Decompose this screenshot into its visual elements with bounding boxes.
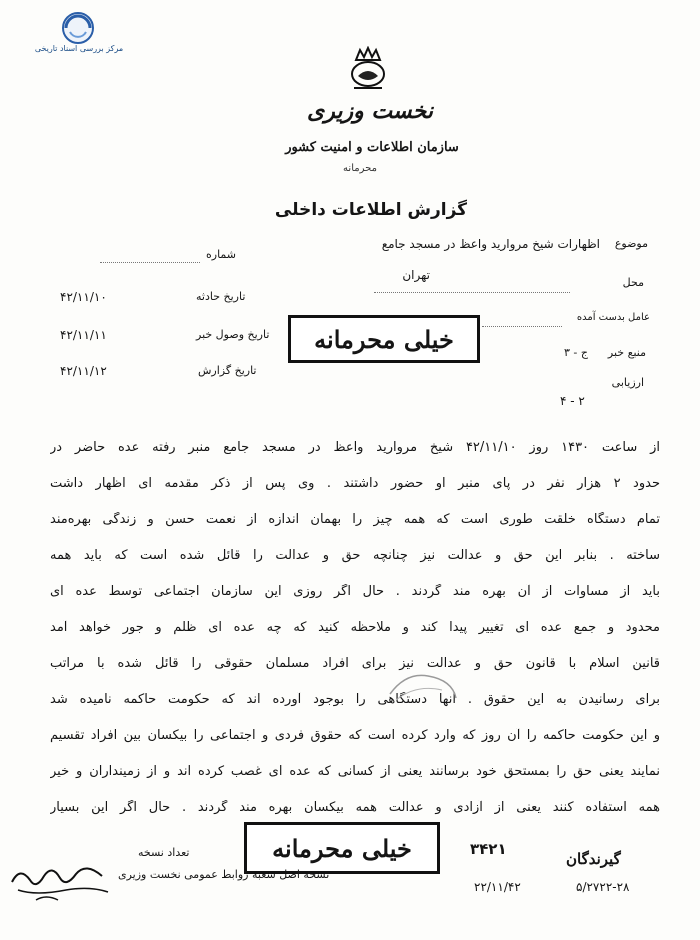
location-label: محل (622, 276, 644, 289)
body-line: برای رسانیدن به این حقوق . آنها دستگاهی را بوجود آورده اند که حکومت حاکمه نامیده شد (50, 692, 660, 707)
body-line: قانین اسلام با قانون حق و عدالت نیز برای افراد مسلمان حقوقی را قائل شده با مراتب (50, 656, 660, 671)
copies-label: تعداد نسخه (138, 846, 190, 859)
body-line: تمام دستگاه خلقت طوری است که همه چیز را بهمان اندازه از نعمت حسن و زندگی بهره‌مند (50, 512, 660, 527)
lion-and-sun-emblem-icon (344, 46, 392, 92)
number-line (100, 262, 200, 263)
paper-crease-mark (386, 664, 460, 710)
location-value: تهران (402, 268, 430, 282)
subject-value: اظهارات شیخ مروارید واعظ در مسجد جامع (381, 237, 600, 251)
bottom-top-secret-stamp: خیلی محرمانه (244, 822, 440, 874)
handwritten-signature (6, 856, 116, 906)
body-line: باید از مساوات از آن بهره مند گردند . حال اگر روزی این سازمان اجتماعی توسط عده ای (50, 584, 660, 599)
body-line: نمایند یعنی حق را بمستحق خود برسانند یعنی از کسانی که عده ای غصب کرده اند و از زمینداران و خیر (50, 764, 660, 779)
body-line: از ساعت ۱۴۳۰ روز ۴۲/۱۱/۱۰ شیخ مروارید واعظ در مسجد جامع منبر رفته عده حاضر در (50, 440, 660, 455)
body-line: همه استفاده کنند یعنی از آزادی و عدالت همه بیکسان بهره مند گردند . حال اگر این بسیار (50, 800, 660, 815)
letterhead-subtitle: سازمان اطلاعات و امنیت کشور (285, 140, 459, 155)
number-label: شماره (206, 248, 237, 261)
subject-label: موضوع (614, 237, 648, 250)
report-title: گزارش اطلاعات داخلی (274, 200, 468, 220)
reference-number: ۵/۲۷۲۲-۲۸ (576, 880, 630, 894)
source-value: ج - ۳ (564, 346, 588, 359)
body-line: محدود و جمع عده ای تغییر پیدا کند و ملاحظه کنید که چه عده ای ظلم و جور خواهد آمد (50, 620, 660, 635)
recipients-label: گیرندگان (566, 850, 621, 868)
received-date-label: تاریخ وصول خبر (196, 328, 270, 341)
body-line: ساخته . بنابر این حق و عدالت نیز چنانچه حق و عدالت را قائل شده است که باید همه (50, 548, 660, 563)
archive-logo (14, 10, 146, 62)
incident-date-label: تاریخ حادثه (196, 290, 246, 303)
document-number: ۳۴۲۱ (470, 840, 507, 858)
report-date-label: تاریخ گزارش (198, 364, 257, 377)
evaluation-label: ارزیابی (611, 376, 644, 389)
location-line (374, 292, 570, 293)
letterhead-reference: محرمانه (343, 163, 377, 174)
body-line: و این حکومت حاکمه را آن روز که وارد کرده است که حقوق فردی و اجتماعی را بیکسان بین افراد تقسیم (50, 728, 660, 743)
letterhead-title: نخست وزیری (307, 98, 433, 124)
report-date-value: ۴۲/۱۱/۱۲ (60, 364, 107, 378)
agent-line (482, 326, 562, 327)
received-date-value: ۴۲/۱۱/۱۱ (60, 328, 107, 342)
incident-date-value: ۴۲/۱۱/۱۰ (60, 290, 107, 304)
document-date: ۲۲/۱۱/۴۲ (474, 880, 521, 894)
copies-value: نسخه اصل شعبه روابط عمومی نخست وزیری (118, 868, 330, 881)
body-line: حدود ۲ هزار نفر در پای منبر او حضور داشتند . وی پس از ذکر مقدمه ای اظهار داشت (50, 476, 660, 491)
source-label: منبع خبر (607, 346, 646, 359)
agent-label: عامل بدست آمده (576, 312, 650, 323)
evaluation-code: ۲ - ۴ (560, 394, 585, 408)
archive-watermark-text: مرکز بررسی اسناد تاریخی (34, 44, 124, 53)
top-secret-stamp: خیلی محرمانه (288, 315, 480, 363)
